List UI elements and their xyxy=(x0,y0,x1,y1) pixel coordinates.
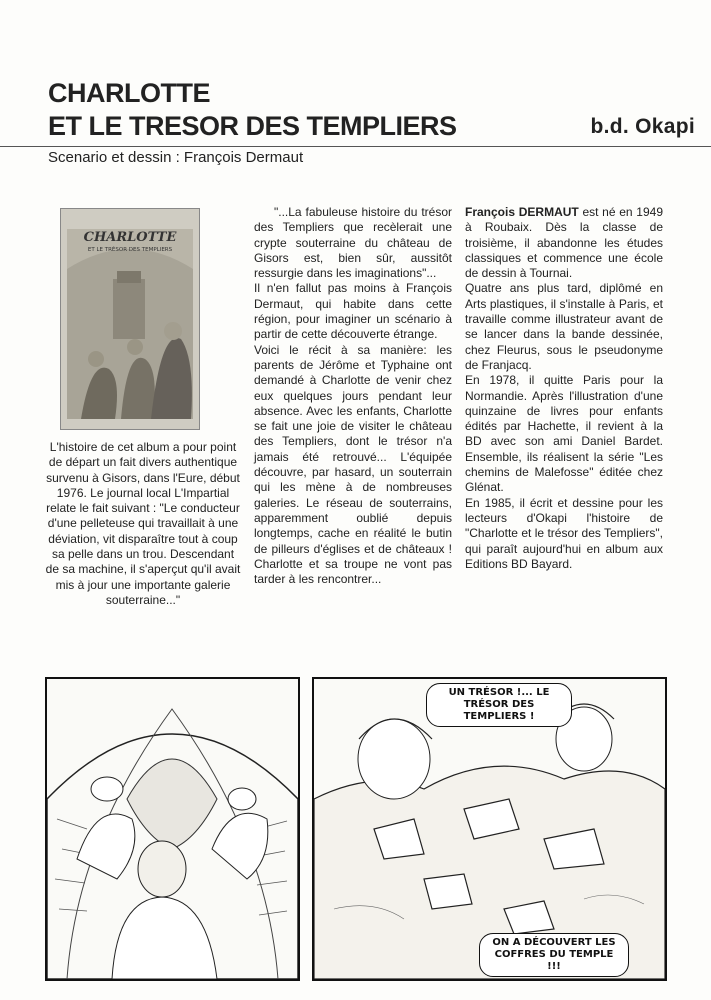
story-paragraph-2: Il n'en fallut pas moins à François Dermaut, qui habite dans cette région, pour imaginer un scénario à partir de cette découverte étrange. xyxy=(254,281,452,342)
intro-paragraph: L'histoire de cet album a pour point de départ un fait divers authentique survenu à Gisors, dans l'Eure, début 1976. Le journal local L'Impartial relate le fait suivant : "Le conducteur d'une pelleteuse qui travaillait à une déviation, vit disparaître tout à coup sa pelle dans un trou. Descendant de sa machine, il s'aperçut qu'il avait mis à jour une importante galerie souterraine..." xyxy=(45,440,241,607)
story-paragraph-3: Voici le récit à sa manière: les parents de Jérôme et Typhaine ont demandé à Charlotte de venir chez eux quelques jours pendant leur absence. Avec les enfants, Charlotte se fait une joie de visiter le château des Templiers, dont le trésor n'a jamais été retrouvé... L'équipée découvre, par hasard, un souterrain qui les mène à de nombreuses galeries. Le réseau de souterrains, apparemment oublié depuis longtemps, cache en réalité le butin de pilleurs d'églises et de châteaux ! Charlotte et sa troupe ne vont pas tarder à les rencontrer... xyxy=(254,342,452,587)
author-paragraph-1: est né en 1949 à Roubaix. Dès la classe de troisième, il abandonne les études classiques et commence une école de dessin à Tournai. xyxy=(465,205,664,281)
cover-illustration xyxy=(61,209,199,429)
author-name: François DERMAUT xyxy=(465,205,579,219)
column-intro xyxy=(44,440,242,608)
speech-bubble-2: ON A DÉCOUVERT LES COFFRES DU TEMPLE !!! xyxy=(479,933,629,977)
header-rule xyxy=(0,146,711,147)
comic-panel-2 xyxy=(312,677,667,981)
column-author xyxy=(465,205,663,572)
author-paragraph-4: En 1985, il écrit et dessine pour les lecteurs d'Okapi l'histoire de "Charlotte et le trésor des Templiers", qui paraît aujourd'hui en album aux Editions BD Bayard. xyxy=(465,495,663,571)
section-tag: b.d. Okapi xyxy=(590,115,695,138)
speech-bubble-1: UN TRÉSOR !... LE TRÉSOR DES TEMPLIERS ! xyxy=(426,683,572,727)
title-line-1: CHARLOTTE xyxy=(48,78,210,108)
story-paragraph-1: "...La fabuleuse histoire du trésor des Templiers que recèlerait une crypte souterraine du château de Gisors est, bien sûr, aussitôt ressurgie dans les imaginations"... xyxy=(254,205,452,281)
title-line-2: ET LE TRESOR DES TEMPLIERS xyxy=(48,111,457,141)
panel-1-drawing xyxy=(47,679,298,979)
album-cover-image xyxy=(60,208,200,430)
author-paragraph-3: En 1978, il quitte Paris pour la Normandie. Après l'illustration d'une quinzaine de livres pour enfants édités par Hachette, il revient à la BD avec son ami Daniel Bardet. Ensemble, ils réalisent la série "Les chemins de Malefosse" éditée chez Glénat. xyxy=(465,373,663,495)
credits: Scenario et dessin : François Dermaut xyxy=(48,149,304,166)
cover-subtitle: ET LE TRÉSOR DES TEMPLIERS xyxy=(87,247,173,253)
column-story xyxy=(254,205,452,587)
author-paragraph-2: Quatre ans plus tard, diplômé en Arts plastiques, il s'installe à Paris, et travaille comme illustrateur avant de se lancer dans la bande dessinée, chez Fleurus, sous le pseudonyme de Franjacq. xyxy=(465,281,663,372)
comic-panel-1 xyxy=(45,677,300,981)
cover-title: CHARLOTTE xyxy=(83,230,177,245)
